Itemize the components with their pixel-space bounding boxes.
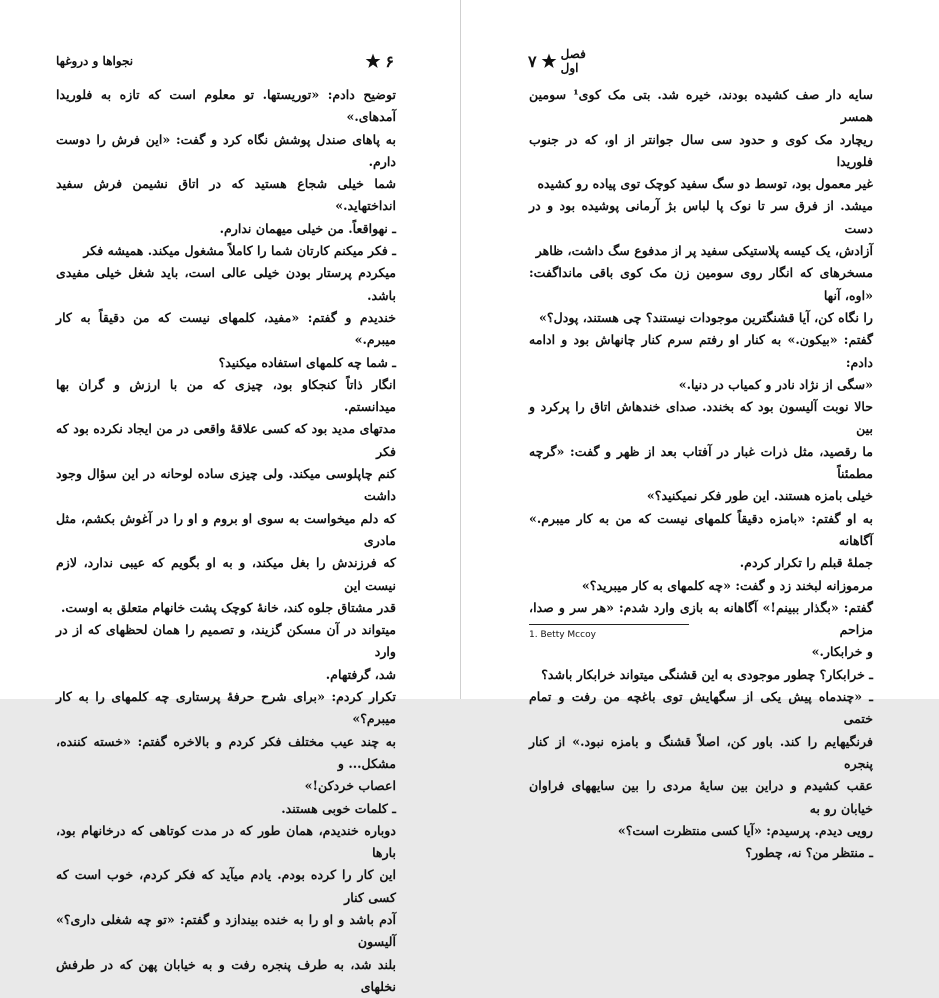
text-line: به پاهای صندل پوشش نگاه کرد و گفت: «این فرش را دوست دارم. — [56, 131, 396, 169]
text-line: میشد. از فرق سر تا نوک پا لباس بژ آرمانی پوشیده بود و در دست — [529, 198, 873, 236]
text-line: که فرزندش را بغل میکند، و به او بگویم که عیبی ندارد، لازم نیست این — [56, 555, 396, 593]
text-line: انگار ذاتاً کنجکاو بود، چیزی که من با ارزش و گران بها میدانستم. — [56, 376, 396, 415]
text-line: رویی دیدم. پرسیدم: «آیا کسی منتظرت است؟» — [617, 822, 873, 838]
right-page-number: ۷ — [528, 51, 537, 71]
text-line: خندیدم و گفتم: «مفید، کلمهای نیست که من دقیقاً به کار میبرم.» — [56, 309, 396, 348]
text-line: به او گفتم: «بامزه دقیقاً کلمهای نیست که من به کار میبرم.» آگاهانه — [529, 510, 873, 548]
text-line: که دلم میخواست به سوی او بروم و او را در آغوش بکشم، مثل مادری — [56, 510, 396, 548]
text-line: اعصاب خردکن!» — [304, 778, 396, 794]
text-line: میکردم پرستار بودن خیلی عالی است، باید شغل خیلی مفیدی باشد. — [56, 265, 396, 303]
text-line: سایه دار صف کشیده بودند، خیره شد. بتی مک کوی¹ سومین همسر — [529, 87, 874, 125]
left-page-body — [56, 84, 396, 998]
text-line: خیلی بامزه هستند. این طور فکر نمیکنید؟» — [646, 488, 873, 504]
footnote-rule — [529, 624, 689, 625]
text-line: و خرابکار.» — [811, 644, 873, 660]
right-page-header — [528, 47, 598, 75]
text-line: مسخرهای که انگار روی سومین زن مک کوی باقی مانداگفت: «اوه، آنها — [529, 265, 873, 303]
right-page-body — [529, 84, 873, 864]
text-line: مرموزانه لبخند زد و گفت: «چه کلمهای به کار میبرید؟» — [581, 577, 873, 593]
text-line: تکرار کردم: «برای شرح حرفهٔ پرستاری چه کلمهای را به کار میبرم؟» — [56, 689, 396, 727]
text-line: غیر معمول بود، توسط دو سگ سفید کوچک توی پیاده رو کشیده — [537, 176, 873, 192]
text-line: کنم چاپلوسی میکند. ولی چیزی ساده لوحانه در این سؤال وجود داشت — [56, 466, 396, 504]
text-line: ـ منتظر من؟ نه، چطور؟ — [745, 845, 873, 861]
text-line: شد، گرفتهام. — [325, 666, 396, 682]
text-line: ـ فکر میکنم کارتان شما را کاملاً مشغول میکند. همیشه فکر — [83, 243, 396, 259]
right-running-title: فصل اول — [560, 47, 586, 75]
text-line: مدتهای مدید بود که کسی علاقهٔ واقعی در من ایجاد نکرده بود که فکر — [56, 421, 396, 459]
text-line: توضیح دادم: «توریستها. تو معلوم است که تازه به فلوریدا آمدهای.» — [56, 87, 396, 125]
text-line: گفتم: «بگذار ببینم!» آگاهانه به بازی وارد شدم: «هر سر و صدا، مزاحم — [529, 599, 873, 638]
text-line: گفتم: «بیکون.» به کنار او رفتم سرم کنار چانهاش بود و ادامه دادم: — [529, 332, 873, 370]
text-line: ـ نهواقعاً. من خیلی میهمان ندارم. — [219, 220, 396, 236]
text-line: به چند عیب مختلف فکر کردم و بالاخره گفتم: «خسته کننده، مشکل... و — [56, 733, 396, 771]
text-line: ما رقصید، مثل ذرات غبار در آفتاب بعد از ظهر و گفت: «گرچه مطمئناً — [529, 443, 873, 482]
text-line: این کار را کرده بودم. یادم میآید که فکر کردم، خوب است که کسی کنار — [56, 867, 396, 905]
text-line: آدم باشد و او را به خنده بیندازد و گفتم: «تو چه شغلی داری؟» آلیسون — [56, 911, 396, 950]
left-running-title: نجواها و دروغها — [56, 54, 134, 68]
text-line: بلند شد، به طرف پنجره رفت و به خیابان پهن که در طرفش نخلهای — [56, 956, 396, 994]
text-line: میتواند در آن مسکن گزیند، و تصمیم را همان لحظهای که از در وارد — [56, 622, 396, 660]
text-line: آزادش، یک کیسه پلاستیکی سفید پر از مدفوع سگ داشت، ظاهر — [535, 243, 873, 259]
right-page — [461, 0, 939, 861]
text-line: ـ شما چه کلمهای استفاده میکنید؟ — [218, 354, 396, 370]
left-page — [0, 0, 460, 994]
text-line: فرنگیهایم را کند. باور کن، اصلاً قشنگ و بامزه نبود.» از کنار پنجره — [529, 733, 873, 771]
text-line: ـ کلمات خوبی هستند. — [281, 800, 396, 816]
text-line: «سگی از نژاد نادر و کمیاب در دنیا.» — [678, 376, 873, 392]
text-line: حالا نوبت آلیسون بود که بخندد. صدای خندهاش اتاق را پرکرد و بین — [529, 399, 873, 437]
star-icon — [365, 53, 381, 69]
text-line: جملهٔ قبلم را تکرار کردم. — [739, 555, 873, 571]
star-icon — [541, 53, 557, 69]
text-line: عقب کشیدم و دراین بین سایهٔ مردی را بین سایههای فراوان خیابان رو به — [529, 778, 873, 816]
left-page-number: ۶ — [385, 51, 394, 71]
text-line: ـ خرابکار؟ چطور موجودی به این قشنگی میتواند خرابکار باشد؟ — [541, 666, 873, 682]
footnote: 1. Betty Mccoy — [529, 630, 596, 640]
left-page-header — [56, 50, 394, 72]
text-line: ـ «چندماه پیش یکی از سگهایش توی باغچه من رفت و تمام ختمی — [529, 689, 873, 727]
text-line: را نگاه کن، آیا قشنگترین موجودات نیستند؟ چی هستند، پودل؟» — [539, 309, 873, 325]
text-line: قدر مشتاق جلوه کند، خانهٔ کوچک پشت خانهام متعلق به اوست. — [60, 599, 396, 615]
text-line: شما خیلی شجاع هستید که در اتاق نشیمن فرش سفید انداختهاید.» — [56, 176, 396, 214]
text-line: دوباره خندیدم، همان طور که در مدت کوتاهی که درخانهام بود، بارها — [56, 822, 396, 861]
text-line: ریچارد مک کوی و حدود سی سال جوانتر از او، که در جنوب فلوریدا — [529, 131, 873, 169]
